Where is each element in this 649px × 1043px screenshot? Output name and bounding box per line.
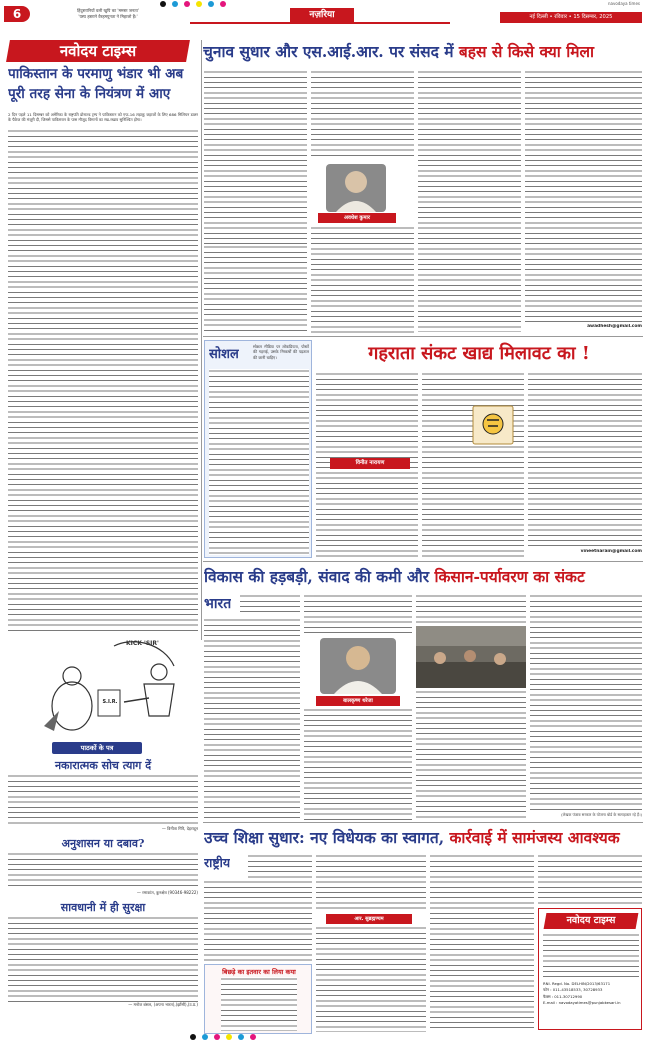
footer-imprint (543, 933, 639, 977)
election-col-1b (204, 245, 307, 334)
education-headline-part-2: कार्रवाई में सामंजस्य आवश्यक (449, 828, 620, 847)
header-tagline (38, 8, 178, 20)
education-col-4 (538, 854, 642, 906)
election-col-1 (204, 70, 307, 245)
poem-title: बिछड़े का इतवार का लिया कया (222, 968, 296, 976)
election-col-3 (418, 70, 521, 332)
social-intro: सोशल मीडिया पर लोकप्रियता, पोस्टों की गहराई, उसके निष्कर्षों की पड़ताल की जानी चाहिए। (253, 344, 309, 360)
food-email: vineetnarain@gmail.com (580, 549, 642, 554)
development-headline (204, 565, 644, 589)
author-photo-balkrishna (320, 638, 396, 694)
footer-mail: E-mail : navodayatimes@punjabkesari.in (543, 1000, 621, 1006)
letter-1-body (8, 774, 198, 826)
education-col-2 (316, 854, 426, 912)
pak-lead: 2 दिन पहले 11 दिसम्बर को अमेरिका के राष्ट्रपति डोनाल्ड ट्रम्प ने पाकिस्तान को एफ-16 लड़ाकू जहाजों के लिए 686 मिलियन डालर के पैकेज की मंजूरी दी, जिससे पाकिस्तान के पास मौजूद विमानों का रख-रखाव सुनिश्चित होगा। (8, 112, 198, 123)
masthead-brand: नवोदय टाइम्स (59, 42, 137, 60)
author-name-subrahmanyam: आर. सुब्रह्मण्यम (326, 914, 412, 924)
development-col-4 (530, 594, 642, 812)
development-photo (416, 626, 526, 688)
education-col-1 (248, 854, 312, 878)
development-headline-part-2: किसान-पर्यावरण का संकट (434, 567, 585, 586)
letter-1-title: नकारात्मक सोच त्याग दें (54, 759, 152, 772)
cartoon (14, 636, 194, 736)
footer-rni: RNI. Regd. No. DELHIN/2013/63171 (543, 981, 611, 986)
social-box (204, 340, 312, 558)
education-col-2b (316, 926, 426, 1032)
site-label: navodaya times (607, 1, 640, 6)
social-title: सोशल (209, 347, 239, 362)
food-col-3 (528, 372, 642, 548)
section-title: नज़रिया (290, 8, 354, 22)
cartoon-drawing (14, 636, 194, 736)
education-headline-part-1: उच्च शिक्षा सुधार: नए विधेयक का स्वागत, (204, 828, 450, 847)
footer-address (543, 981, 639, 1007)
letter-3-signoff: — मनोज बंसल, (अपना भारत),(झाँसी),(उ.प्र.) (128, 1002, 198, 1007)
cartoon-label: S.I.R. (102, 699, 118, 705)
development-col-3 (416, 594, 526, 624)
poem-box (204, 964, 312, 1034)
development-col-1b (204, 618, 300, 820)
footer-phone-2: फैक्स : 011-30712990 (543, 993, 583, 999)
development-col-1 (240, 594, 300, 616)
author-name-awadhesh: अवधेश कुमार (318, 213, 396, 223)
cartoon-caption: KICK 'SIR' (126, 640, 159, 647)
development-author-note: (लेखक पंजाब सरकार के योजना बोर्ड के सलाहकार रहे हैं।) (561, 812, 642, 817)
page-number: 6 (4, 6, 30, 22)
letter-2-signoff: — रमाकांत, कुरुक्षेत्र (90346-98222) (136, 890, 198, 895)
pak-body (8, 129, 198, 632)
education-dropcap: राष्ट्रीय (204, 855, 231, 870)
pak-headline (8, 64, 200, 104)
election-headline-part-2: बहस से किसे क्या मिला (458, 42, 595, 61)
education-col-1b (204, 880, 312, 962)
election-col-4 (525, 70, 642, 324)
tagline-line-1: हिंदुस्तानियों वली खुपि का 'ममस्त जनता' (77, 8, 139, 13)
pak-headline-line-2: पूरी तरह सेना के नियंत्रण में आए (8, 86, 171, 102)
section-header (190, 8, 450, 24)
footer-phone-1: फोन : 011-43518533, 30728933 (543, 987, 603, 993)
author-photo-awadhesh (326, 164, 386, 212)
letters-title: पाठकों के पत्र (52, 742, 142, 754)
development-col-3b (416, 690, 526, 820)
issue-date: नई दिल्ली • रविवार • 15 दिसम्बर, 2025 (500, 12, 642, 23)
election-headline (203, 40, 643, 64)
letter-3-body (8, 916, 198, 1002)
education-headline (204, 826, 644, 850)
election-headline-part-1: चुनाव सुधार और एस.आई.आर. पर संसद में (203, 42, 459, 61)
education-col-3 (430, 854, 534, 1032)
development-headline-part-1: विकास की हड़बड़ी, संवाद की कमी और (204, 567, 435, 586)
development-col-2 (304, 594, 412, 634)
author-name-vineet: विनीत नारायण (330, 458, 410, 469)
letter-2-body (8, 852, 198, 890)
election-email: awadhesh@gmail.com (587, 324, 642, 329)
election-col-2b (311, 226, 414, 334)
footer-masthead (538, 908, 642, 1030)
footer-brand-bar (544, 913, 639, 929)
tagline-line-2: 'यस्य हस्ताने वैरहमयुनता ने मिहाजो हैं।' (78, 14, 138, 19)
election-col-2 (311, 70, 414, 160)
development-dropcap: भारत (204, 596, 232, 612)
letter-1-headline (8, 758, 198, 773)
pak-headline-line-1: पाकिस्तान के परमाणु भंडार भी अब (8, 66, 184, 82)
letter-2-headline: अनुशासन या दबाव? (61, 837, 145, 850)
registration-dots-bottom (190, 1034, 256, 1043)
food-headline: गहराता संकट खाद्य मिलावट का ! (368, 343, 590, 364)
author-name-balkrishna: बालकृष्ण थरेजा (316, 696, 400, 706)
masthead (6, 40, 190, 62)
food-illustration (470, 400, 516, 448)
letter-1-signoff: — विनीता गिरि, देहरादून (161, 826, 198, 831)
letter-3-headline: सावधानी में ही सुरक्षा (60, 901, 146, 914)
social-body (209, 369, 309, 555)
poem-body (221, 977, 297, 1031)
footer-brand: नवोदय टाइम्स (566, 915, 616, 926)
development-col-2b (304, 708, 412, 820)
